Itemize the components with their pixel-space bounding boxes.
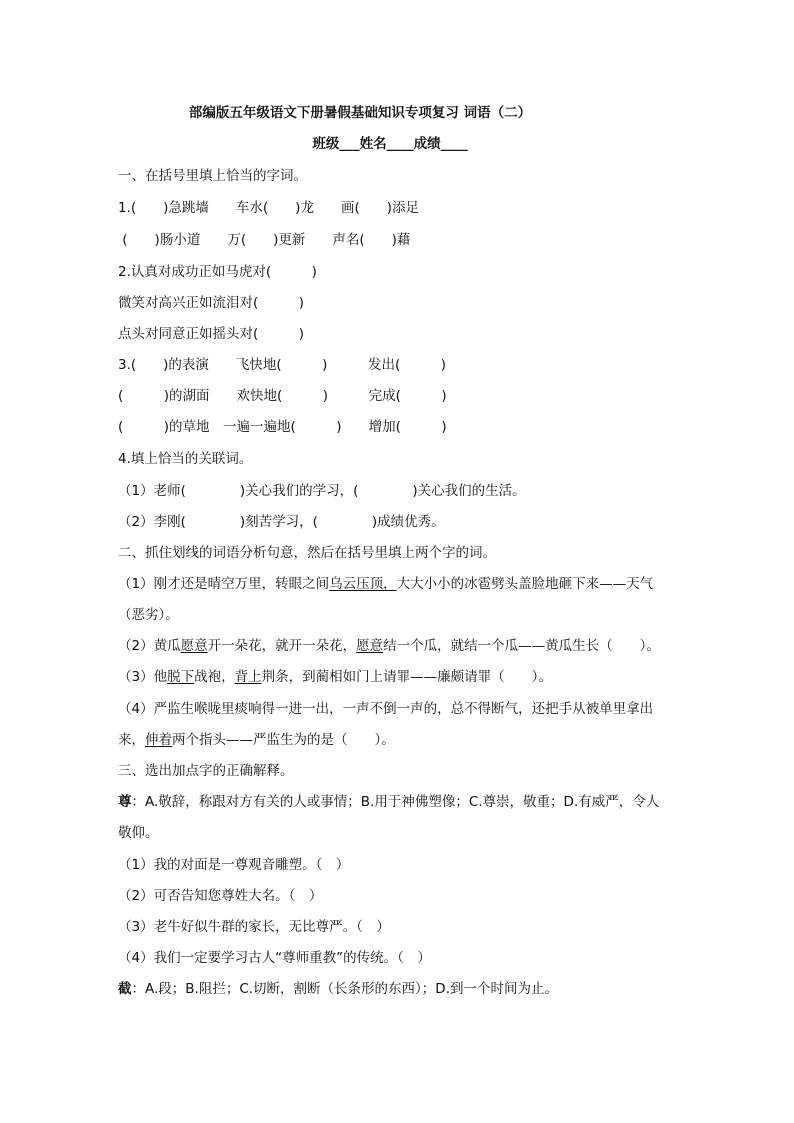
s2-item-2-a: （2）黄瓜: [118, 638, 181, 654]
s2-item-1: [118, 572, 653, 592]
student-info-line: 班级___姓名____成绩____: [312, 136, 468, 152]
q2-row-2: 微笑对高兴正如流泪对( ): [118, 295, 305, 311]
s2-item-2-c: 结一个瓜，就结一个瓜——黄瓜生长（ ）。: [383, 638, 660, 654]
s3-q4: （4）我们一定要学习古人“尊师重教”的传统。（ ）: [118, 950, 431, 966]
s2-item-1-cont: （恶劣）。: [118, 607, 179, 623]
underlined-phrase: 伸着: [145, 732, 172, 748]
s2-item-1-a: （1）刚才还是晴空万里，转眼之间: [118, 576, 330, 592]
s2-item-4-cont: [118, 728, 395, 748]
q3-row-3: ( )的草地 一遍一遍地( ) 增加( ): [118, 419, 447, 435]
underlined-phrase: 愿意: [180, 638, 208, 654]
document-title: 部编版五年级语文下册暑假基础知识专项复习 词语（二）: [188, 105, 532, 121]
section-2-heading: 二、抓住划线的词语分析句意，然后在括号里填上两个字的词。: [118, 545, 496, 561]
underlined-phrase: 愿意: [356, 638, 384, 654]
s2-item-2-b: 开一朵花，就开一朵花，: [207, 638, 357, 654]
underlined-phrase: 乌云压顶，: [329, 576, 397, 592]
def-text: ：A.敬辞，称跟对方有关的人或事情；B.用于神佛塑像；C.尊崇，敬重；D.有威严，令人: [131, 794, 660, 810]
q4-row-2: （2）李刚( )刻苦学习，( )成绩优秀。: [118, 514, 445, 530]
definition-jie: [118, 977, 558, 997]
underlined-phrase: 脱下: [167, 669, 195, 685]
s2-item-3: [118, 665, 552, 685]
q3-row-1: 3.( )的表演 飞快地( ) 发出( ): [118, 357, 446, 373]
definition-zun: [118, 790, 659, 810]
def-char: 截: [118, 981, 132, 997]
definition-zun-cont: 敬仰。: [118, 825, 159, 841]
q1-row-1: 1.( )急跳墙 车水( )龙 画( )添足: [118, 200, 419, 216]
s2-item-4-c: 两个指头——严监生为的是（ ）。: [172, 732, 395, 748]
def-char: 尊: [118, 794, 132, 810]
q2-row-3: 点头对同意正如摇头对( ): [118, 326, 305, 342]
s2-item-3-b: 战袍，: [194, 669, 235, 685]
s2-item-3-a: （3）他: [118, 669, 168, 685]
s3-q2: （2）可否告知您尊姓大名。（ ）: [118, 888, 323, 904]
s3-q3: （3）老牛好似牛群的家长，无比尊严。（ ）: [118, 919, 390, 935]
underlined-phrase: 背上: [234, 669, 262, 685]
def-text: ：A.段；B.阻拦；C.切断，割断（长条形的东西）；D.到一个时间为止。: [131, 981, 558, 997]
s2-item-2: [118, 634, 660, 654]
q2-row-1: 2.认真对成功正如马虎对( ): [118, 264, 317, 280]
q4-heading: 4.填上恰当的关联词。: [118, 451, 253, 467]
q1-row-2: ( )肠小道 万( )更新 声名( )藉: [118, 232, 411, 248]
s2-item-4: （4）严监生喉咙里痰响得一进一出，一声不倒一声的，总不得断气，还把手从被单里拿出: [118, 701, 654, 717]
q3-row-2: ( )的湖面 欢快地( ) 完成( ): [118, 388, 447, 404]
q4-row-1: （1）老师( )关心我们的学习，( )关心我们的生活。: [118, 483, 526, 499]
section-3-heading: 三、选出加点字的正确解释。: [118, 763, 294, 779]
s2-item-1-b: 大大小小的冰雹劈头盖脸地砸下来——天气: [396, 576, 654, 592]
s2-item-4-b: 来，: [118, 732, 145, 748]
s3-q1: （1）我的对面是一尊观音雕塑。（ ）: [118, 857, 350, 873]
section-1-heading: 一、在括号里填上恰当的字词。: [118, 168, 307, 184]
s2-item-3-c: 荆条，到蔺相如门上请罪——廉颇请罪（ ）。: [261, 669, 552, 685]
